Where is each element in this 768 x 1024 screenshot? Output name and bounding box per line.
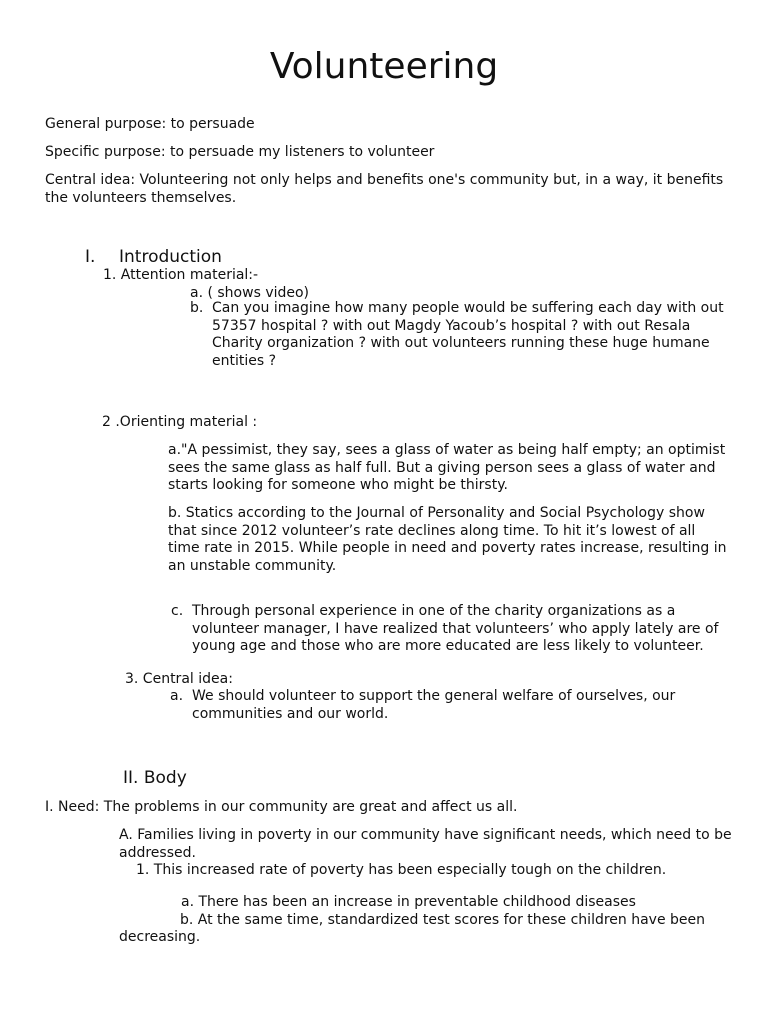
- introduction-numeral: I.: [85, 247, 96, 267]
- attention-material-label: 1. Attention material:-: [103, 267, 259, 283]
- attention-item-a: a. ( shows video): [190, 284, 310, 301]
- attention-item-b-line-3: Charity organization ? with out volunteers running these huge humane: [212, 335, 710, 351]
- central-idea-line-1: Central idea: Volunteering not only helps and benefits one's community but, in a way, it benefits: [45, 172, 724, 188]
- central-idea-item-a-marker: a.: [170, 688, 184, 704]
- body-point-a-line-2: addressed.: [119, 844, 196, 861]
- central-idea-item-a-line-2: communities and our world.: [192, 705, 389, 722]
- central-idea-item-a-line-1: We should volunteer to support the general welfare of ourselves, our: [192, 688, 676, 704]
- general-purpose: General purpose: to persuade: [45, 116, 255, 132]
- orienting-item-b-line-3: time rate in 2015. While people in need and poverty rates increase, resulting in: [168, 540, 727, 556]
- orienting-item-b-line-2: that since 2012 volunteer’s rate declines along time. To hit it’s lowest of all: [168, 522, 696, 539]
- body-subpoint-1b-line-2: decreasing.: [119, 929, 201, 945]
- body-subpoint-1b-line-1: b. At the same time, standardized test scores for these children have been: [180, 911, 706, 928]
- body-heading: II. Body: [123, 768, 187, 788]
- orienting-item-c-marker: c.: [171, 603, 184, 619]
- orienting-item-a-line-2: sees the same glass as half full. But a giving person sees a glass of water and: [168, 459, 716, 476]
- body-point-a-line-1: A. Families living in poverty in our community have significant needs, which need to be: [119, 827, 732, 843]
- orienting-item-a-line-1: a."A pessimist, they say, sees a glass of water as being half empty; an optimist: [168, 442, 726, 458]
- document-title: Volunteering: [269, 46, 499, 87]
- need-statement: I. Need: The problems in our community are great and affect us all.: [45, 799, 518, 815]
- attention-item-b-marker: b.: [190, 300, 204, 316]
- orienting-item-c-line-1: Through personal experience in one of the charity organizations as a: [192, 603, 676, 619]
- attention-item-b-line-2: 57357 hospital ? with out Magdy Yacoub’s hospital ? with out Resala: [212, 317, 691, 334]
- attention-item-b-line-4: entities ?: [212, 352, 277, 369]
- specific-purpose: Specific purpose: to persuade my listeners to volunteer: [45, 144, 435, 160]
- central-idea-line-2: the volunteers themselves.: [45, 189, 237, 206]
- orienting-item-b-line-4: an unstable community.: [168, 557, 337, 574]
- orienting-item-a-line-3: starts looking for someone who might be thirsty.: [168, 477, 508, 493]
- body-subpoint-1a: a. There has been an increase in preventable childhood diseases: [181, 894, 636, 910]
- attention-item-b-line-1: Can you imagine how many people would be suffering each day with out: [212, 300, 724, 316]
- introduction-heading: Introduction: [119, 247, 222, 267]
- orienting-item-c-line-2: volunteer manager, I have realized that volunteers’ who apply lately are of: [192, 620, 719, 637]
- body-subpoint-1: 1. This increased rate of poverty has been especially tough on the children.: [136, 862, 667, 878]
- central-idea-section-label: 3. Central idea:: [125, 671, 233, 687]
- orienting-material-label: 2 .Orienting material :: [102, 414, 258, 430]
- orienting-item-c-line-3: young age and those who are more educated are less likely to volunteer.: [192, 638, 704, 654]
- orienting-item-b-line-1: b. Statics according to the Journal of Personality and Social Psychology show: [168, 505, 705, 521]
